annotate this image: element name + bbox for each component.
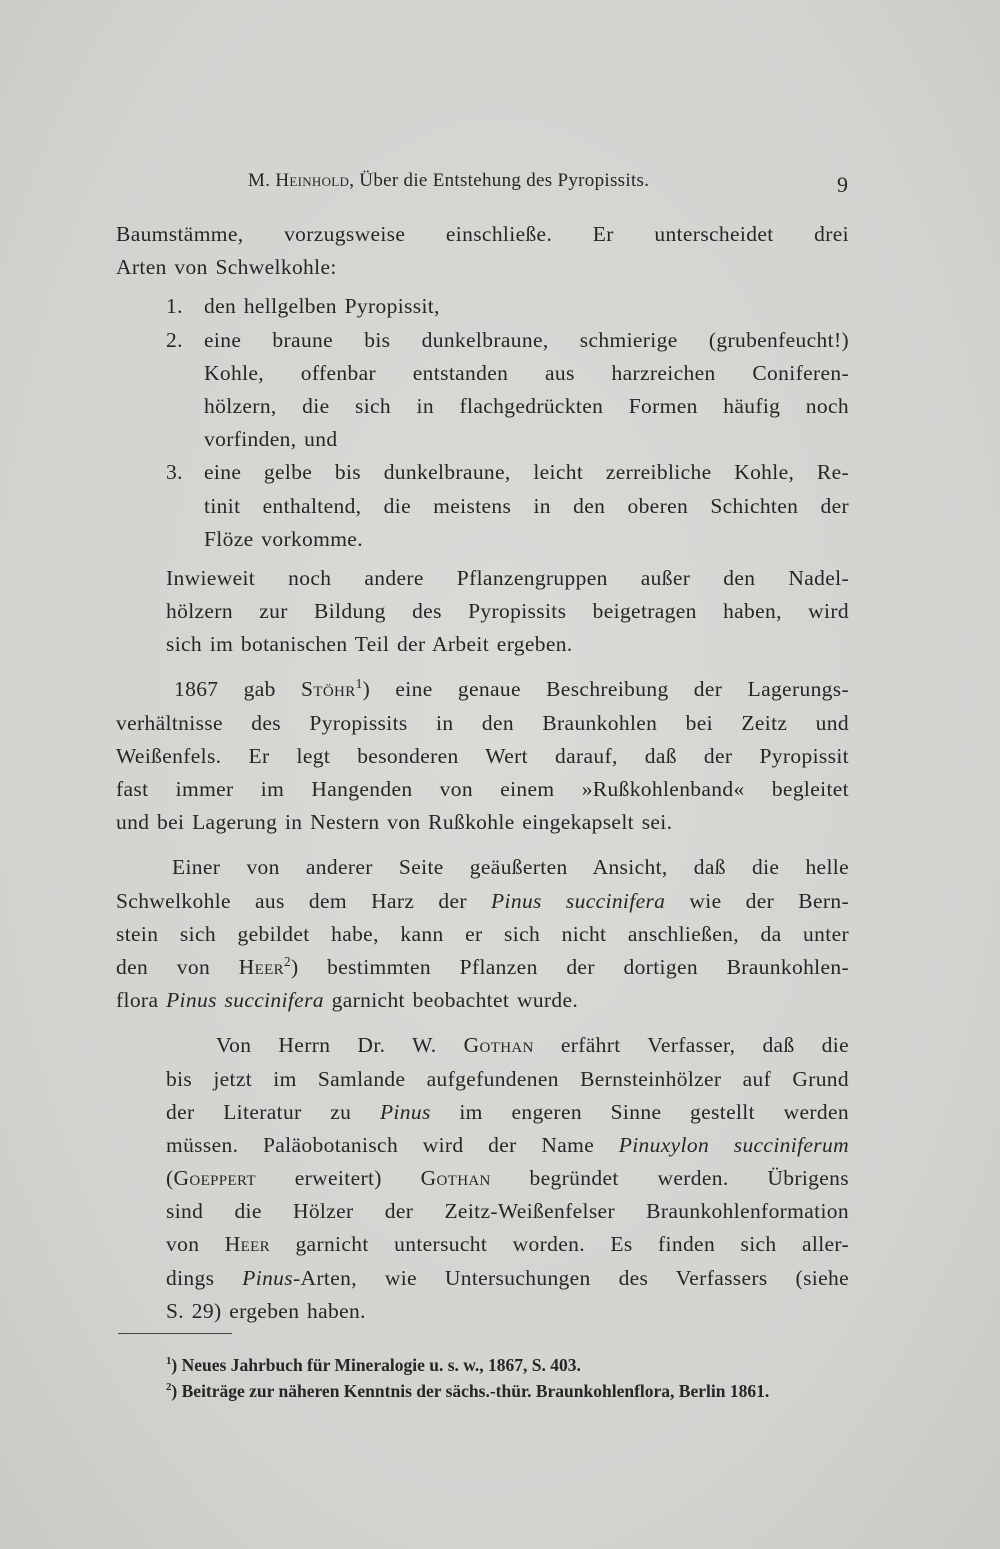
text-line: den hellgelben Pyropissit, — [204, 294, 440, 319]
text-line: S. 29) ergeben haben. — [166, 1298, 366, 1323]
text-line: sind die Hölzer der Zeitz-Weißenfelser Braunkohlenformation — [166, 1199, 849, 1224]
page-number: 9 — [837, 172, 848, 197]
footnote-ref: 1 — [355, 676, 363, 692]
text-run: Schwelkohle aus dem Harz der — [116, 888, 492, 913]
text-line — [116, 984, 849, 1017]
list-item — [166, 456, 849, 556]
text-line: hölzern, die sich in flachgedrückten Formen häufig noch — [204, 393, 849, 418]
text-line: Baumstämme, vorzugsweise einschließe. Er unterscheidet drei — [116, 222, 849, 246]
list-item — [166, 324, 849, 457]
author-name: Gothan — [463, 1033, 534, 1058]
author-name: Goeppert — [173, 1166, 256, 1191]
text-line: eine gelbe bis dunkelbraune, leicht zerreibliche Kohle, Re- — [204, 460, 849, 485]
text-run: von — [166, 1232, 225, 1257]
footnote-1 — [166, 1352, 856, 1378]
text-line: Kohle, offenbar entstanden aus harzreichen Coniferen- — [204, 360, 849, 385]
text-line — [116, 1096, 849, 1129]
text-line — [116, 1162, 849, 1195]
text-run: garnicht untersucht worden. Es finden sich aller- — [270, 1232, 849, 1257]
text-run: 1867 gab — [174, 677, 302, 702]
text-run: erweitert) — [255, 1166, 421, 1191]
author-name: Stöhr — [301, 677, 356, 702]
header-title: , Über die Entstehung des Pyropissits. — [349, 170, 650, 191]
header-author-name: Heinhold — [275, 170, 350, 191]
text-line: stein sich gebildet habe, kann er sich nicht anschließen, da unter — [116, 921, 849, 946]
text-run: erfährt Verfasser, daß die — [533, 1033, 849, 1058]
text-line: Arten von Schwelkohle: — [116, 255, 337, 280]
text-run: müssen. Paläobotanisch wird der Name — [166, 1132, 619, 1157]
header-author-initial: M. — [248, 170, 271, 191]
text-run: flora — [116, 988, 167, 1013]
text-line: Inwieweit noch andere Pflanzengruppen außer den Nadel- — [166, 565, 849, 590]
paragraph-5 — [116, 1029, 849, 1328]
text-line: bis jetzt im Samlande aufgefundenen Bernsteinhölzer auf Grund — [166, 1066, 849, 1091]
list-number: 3. — [166, 460, 183, 485]
footnote-2 — [166, 1378, 856, 1404]
footnote-text: ) Neues Jahrbuch für Mineralogie u. s. w., 1867, S. 403. — [171, 1355, 581, 1375]
text-line — [116, 1228, 849, 1261]
text-run: ( — [166, 1166, 174, 1191]
text-run: -Arten, wie Untersuchungen des Verfassers (siehe — [293, 1265, 849, 1290]
footnotes — [166, 1352, 856, 1404]
genus-name: Pinus — [242, 1265, 293, 1290]
paragraph-4 — [116, 851, 849, 1017]
species-name: Pinus succinifera — [491, 888, 666, 913]
footnote-divider — [118, 1333, 232, 1334]
text-line — [116, 1129, 849, 1162]
text-line: tinit enthaltend, die meistens in den oberen Schichten der — [204, 493, 849, 518]
text-line: und bei Lagerung in Nestern von Rußkohle eingekapselt sei. — [116, 810, 673, 835]
text-line: fast immer im Hangenden von einem »Rußkohlenband« begleitet — [116, 777, 849, 801]
list-number: 1. — [166, 294, 183, 319]
text-run: im engeren Sinne gestellt werden — [430, 1099, 849, 1124]
footnote-mark: 2 — [166, 1381, 172, 1394]
text-run: begründet werden. Übrigens — [490, 1166, 849, 1191]
text-line: Flöze vorkomme. — [204, 526, 363, 551]
genus-name: Pinus — [379, 1099, 431, 1124]
text-line: eine braune bis dunkelbraune, schmierige (grubenfeucht!) — [204, 327, 849, 352]
author-name: Heer — [238, 954, 284, 979]
species-name: Pinuxylon succiniferum — [618, 1132, 849, 1157]
text-line: vorfinden, und — [204, 427, 338, 452]
text-line — [116, 885, 849, 918]
text-run: ) eine genaue Beschreibung der Lagerungs- — [362, 677, 849, 702]
text-line — [116, 1029, 849, 1062]
paragraph-1 — [116, 218, 849, 284]
body-text — [116, 218, 849, 1328]
text-line — [116, 673, 849, 706]
text-line: hölzern zur Bildung des Pyropissits beigetragen haben, wird — [166, 599, 849, 624]
footnote-text: ) Beiträge zur näheren Kenntnis der sächs.-thür. Braunkohlenflora, Berlin 1861. — [171, 1381, 770, 1401]
text-line: sich im botanischen Teil der Arbeit ergeben. — [166, 632, 573, 657]
text-run: dings — [166, 1265, 243, 1290]
text-run: Von Herrn Dr. W. — [216, 1033, 464, 1058]
paragraph-2 — [116, 562, 849, 662]
text-line — [116, 951, 849, 984]
author-name: Heer — [224, 1232, 271, 1257]
numbered-list — [116, 290, 849, 556]
text-line: Einer von anderer Seite geäußerten Ansicht, daß die helle — [172, 855, 849, 880]
footnote-ref: 2 — [283, 953, 291, 969]
text-run: ) bestimmten Pflanzen der dortigen Braunkohlen- — [291, 954, 850, 979]
running-header — [248, 170, 848, 192]
text-line: Weißenfels. Er legt besonderen Wert darauf, daß der Pyropissit — [116, 743, 849, 768]
author-name: Gothan — [420, 1166, 491, 1191]
text-line: verhältnisse des Pyropissits in den Braunkohlen bei Zeitz und — [116, 710, 849, 735]
text-run: garnicht beobachtet wurde. — [323, 988, 579, 1013]
text-run: den von — [116, 954, 239, 979]
list-item — [166, 290, 849, 323]
list-number: 2. — [166, 327, 183, 352]
text-run: der Literatur zu — [166, 1099, 380, 1124]
paragraph-3 — [116, 673, 849, 839]
footnote-mark: 1 — [166, 1355, 172, 1368]
species-name: Pinus succinifera — [166, 988, 324, 1013]
text-run: wie der Bern- — [665, 888, 849, 913]
text-line — [116, 1262, 849, 1295]
